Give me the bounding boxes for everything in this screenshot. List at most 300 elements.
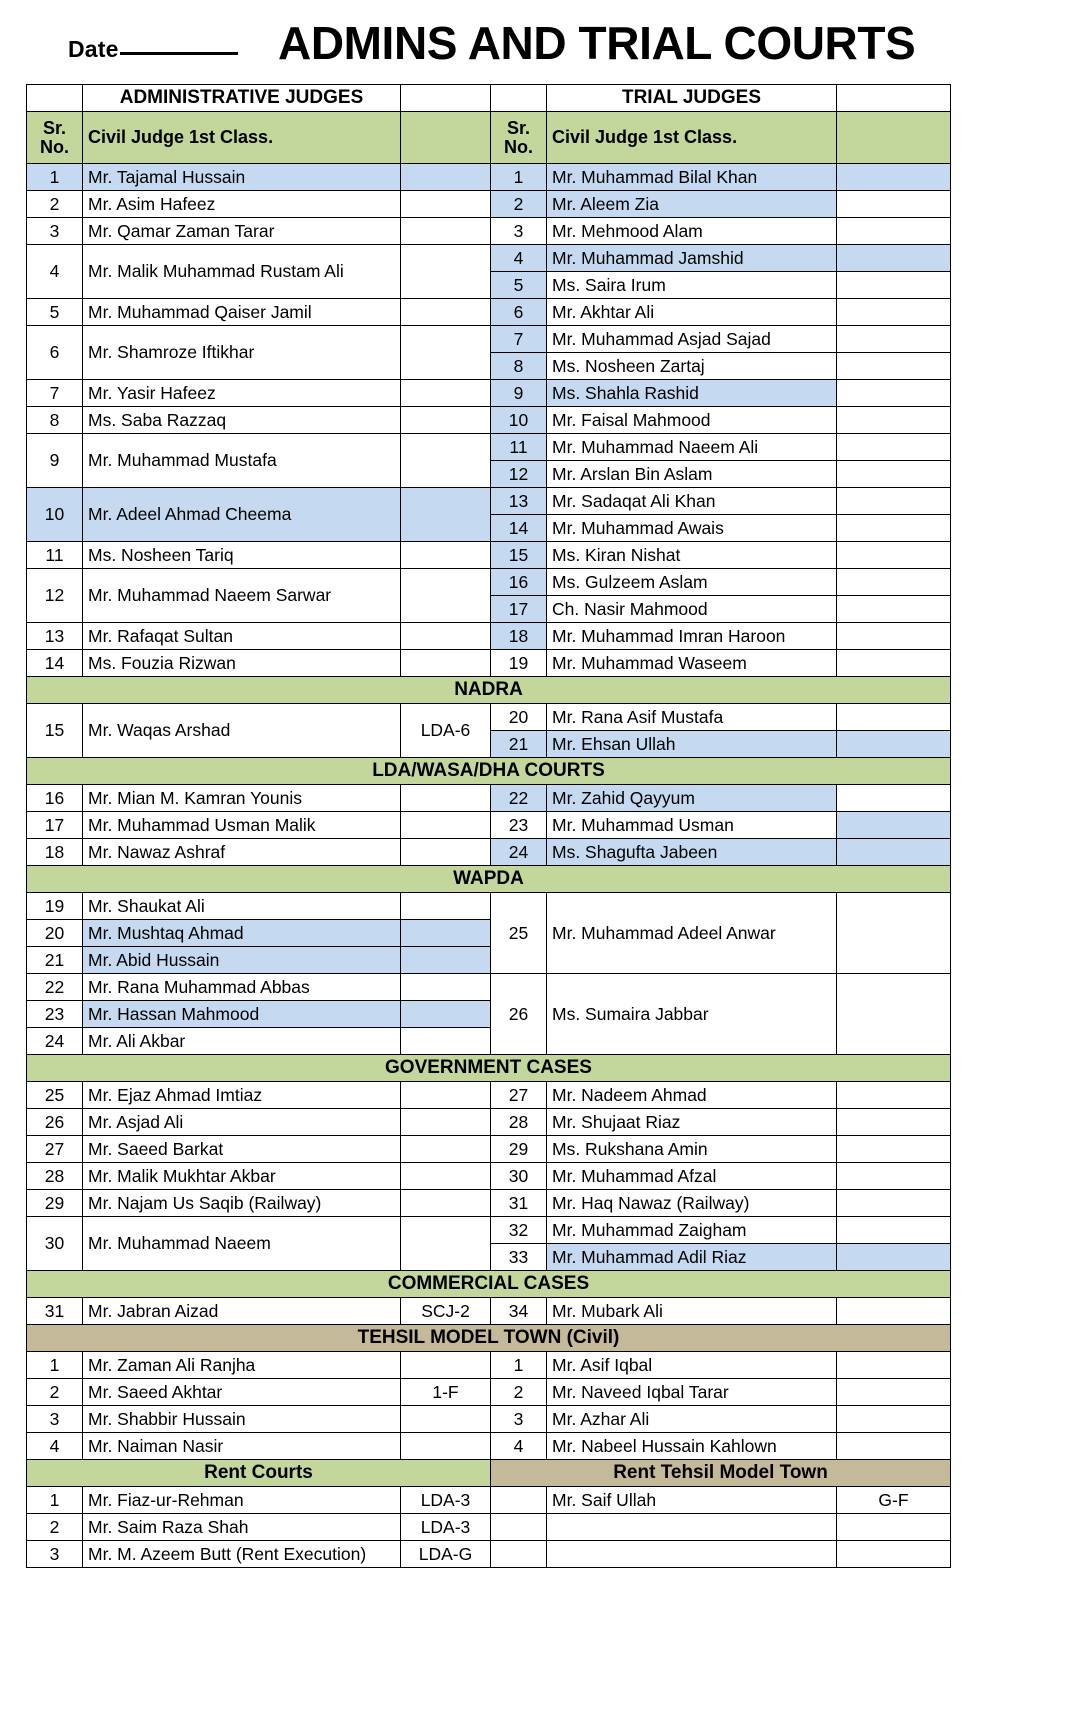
trial-name: Mr. Faisal Mahmood [547, 407, 837, 434]
admin-sr: 11 [27, 542, 83, 569]
trial-ext [837, 1163, 951, 1190]
trial-sr: 1 [491, 164, 547, 191]
date-field [68, 36, 238, 63]
admin-ext [401, 947, 491, 974]
admin-sr: 17 [27, 812, 83, 839]
table-row [27, 704, 951, 731]
admin-name: Ms. Fouzia Rizwan [83, 650, 401, 677]
trial-ext [837, 623, 951, 650]
trial-ext [837, 1190, 951, 1217]
section-band-row [27, 1055, 951, 1082]
trial-sr: 29 [491, 1136, 547, 1163]
trial-sr: 9 [491, 380, 547, 407]
trial-sr: 18 [491, 623, 547, 650]
table-row [27, 650, 951, 677]
trial-sr: 15 [491, 542, 547, 569]
admin-ext [401, 1217, 491, 1271]
trial-name: Mr. Sadaqat Ali Khan [547, 488, 837, 515]
trial-name: Ms. Shagufta Jabeen [547, 839, 837, 866]
trial-sr: 23 [491, 812, 547, 839]
trial-name: Mr. Ehsan Ullah [547, 731, 837, 758]
trial-sr: 27 [491, 1082, 547, 1109]
trial-sr-no-header [491, 112, 547, 164]
trial-ext [837, 596, 951, 623]
trial-sr: 14 [491, 515, 547, 542]
trial-name: Mr. Muhammad Naeem Ali [547, 434, 837, 461]
trial-name: Mr. Azhar Ali [547, 1406, 837, 1433]
admin-ext [401, 1163, 491, 1190]
trial-ext [837, 326, 951, 353]
trial-ext [837, 434, 951, 461]
admin-ext [401, 974, 491, 1001]
trial-name: Mr. Muhammad Afzal [547, 1163, 837, 1190]
admin-ext [401, 326, 491, 380]
admin-ext [401, 839, 491, 866]
trial-sr [491, 1487, 547, 1514]
trial-sr: 11 [491, 434, 547, 461]
trial-sr: 24 [491, 839, 547, 866]
table-row [27, 812, 951, 839]
trial-name: Mr. Muhammad Imran Haroon [547, 623, 837, 650]
table-row [27, 164, 951, 191]
trial-ext [837, 704, 951, 731]
table-row [27, 1163, 951, 1190]
table-row [27, 245, 951, 272]
admin-sr: 1 [27, 1352, 83, 1379]
admin-name: Mr. Shabbir Hussain [83, 1406, 401, 1433]
trial-ext [837, 515, 951, 542]
trial-name: Mr. Muhammad Zaigham [547, 1217, 837, 1244]
admin-sr-line2: No. [40, 136, 69, 157]
trial-ext [837, 488, 951, 515]
trial-sr: 28 [491, 1109, 547, 1136]
admin-sr: 24 [27, 1028, 83, 1055]
trial-name: Mr. Muhammad Jamshid [547, 245, 837, 272]
admin-name: Mr. Shamroze Iftikhar [83, 326, 401, 380]
trial-sr: 10 [491, 407, 547, 434]
trial-ext [837, 569, 951, 596]
trial-sr: 13 [491, 488, 547, 515]
admin-name: Mr. Rafaqat Sultan [83, 623, 401, 650]
trial-sr: 22 [491, 785, 547, 812]
table-row [27, 1541, 951, 1568]
section-band-nadra: NADRA [27, 677, 951, 704]
admin-ext [401, 1190, 491, 1217]
trial-ext [837, 1379, 951, 1406]
trial-ext [837, 974, 951, 1055]
spacer-cell-ext-right [837, 85, 951, 112]
table-row [27, 1190, 951, 1217]
section-band-row [27, 677, 951, 704]
admin-ext [401, 1082, 491, 1109]
admin-sr: 19 [27, 893, 83, 920]
trial-name: Mr. Mehmood Alam [547, 218, 837, 245]
trial-sr [491, 1541, 547, 1568]
trial-ext [837, 650, 951, 677]
admin-sr: 25 [27, 1082, 83, 1109]
admin-sr: 2 [27, 1514, 83, 1541]
admin-ext: LDA-3 [401, 1487, 491, 1514]
admin-name: Mr. Saeed Barkat [83, 1136, 401, 1163]
admin-sr: 1 [27, 164, 83, 191]
trial-ext [837, 1406, 951, 1433]
trial-sr-line1: Sr. [506, 118, 531, 139]
admin-ext-header [401, 112, 491, 164]
table-row [27, 839, 951, 866]
trial-sr: 2 [491, 1379, 547, 1406]
admin-ext [401, 1352, 491, 1379]
trial-sr: 2 [491, 191, 547, 218]
table-row [27, 1082, 951, 1109]
trial-name: Ms. Sumaira Jabbar [547, 974, 837, 1055]
table-row [27, 380, 951, 407]
admin-ext [401, 407, 491, 434]
trial-sr: 5 [491, 272, 547, 299]
trial-ext [837, 164, 951, 191]
admin-sr: 20 [27, 920, 83, 947]
admin-sr: 3 [27, 1541, 83, 1568]
trial-sr: 21 [491, 731, 547, 758]
admin-sr: 22 [27, 974, 83, 1001]
trial-sr: 17 [491, 596, 547, 623]
admin-sr: 29 [27, 1190, 83, 1217]
admin-sr: 18 [27, 839, 83, 866]
admin-name: Mr. Muhammad Qaiser Jamil [83, 299, 401, 326]
trial-name: Mr. Muhammad Usman [547, 812, 837, 839]
table-row [27, 434, 951, 461]
trial-ext [837, 1541, 951, 1568]
trial-name: Mr. Haq Nawaz (Railway) [547, 1190, 837, 1217]
admin-sr: 3 [27, 218, 83, 245]
trial-ext [837, 1136, 951, 1163]
trial-ext [837, 1244, 951, 1271]
admin-name: Mr. Muhammad Naeem [83, 1217, 401, 1271]
section-band-row [27, 1460, 951, 1487]
admin-name: Mr. Yasir Hafeez [83, 380, 401, 407]
trial-name: Mr. Aleem Zia [547, 191, 837, 218]
trial-ext [837, 461, 951, 488]
column-header-row [27, 112, 951, 164]
trial-name: Mr. Mubark Ali [547, 1298, 837, 1325]
trial-sr-line2: No. [504, 136, 533, 157]
admin-ext [401, 218, 491, 245]
trial-sr [491, 1514, 547, 1541]
trial-ext [837, 299, 951, 326]
admin-name: Mr. Mian M. Kamran Younis [83, 785, 401, 812]
admin-name: Mr. Abid Hussain [83, 947, 401, 974]
trial-sr: 19 [491, 650, 547, 677]
trial-sr: 20 [491, 704, 547, 731]
admin-name: Mr. Muhammad Mustafa [83, 434, 401, 488]
trial-name: Mr. Muhammad Bilal Khan [547, 164, 837, 191]
trial-ext [837, 272, 951, 299]
trial-ext [837, 245, 951, 272]
admin-sr: 27 [27, 1136, 83, 1163]
table-row [27, 1109, 951, 1136]
admin-ext [401, 1028, 491, 1055]
admin-sr: 21 [27, 947, 83, 974]
table-row [27, 326, 951, 353]
admin-ext [401, 650, 491, 677]
admin-sr: 2 [27, 1379, 83, 1406]
page-title: ADMINS AND TRIAL COURTS [278, 17, 916, 69]
admin-name: Mr. Tajamal Hussain [83, 164, 401, 191]
trial-ext: G-F [837, 1487, 951, 1514]
admin-sr: 9 [27, 434, 83, 488]
section-band-row [27, 1325, 951, 1352]
admin-name: Mr. Muhammad Usman Malik [83, 812, 401, 839]
table-row [27, 1379, 951, 1406]
trial-name: Mr. Naveed Iqbal Tarar [547, 1379, 837, 1406]
admin-name: Mr. Rana Muhammad Abbas [83, 974, 401, 1001]
admin-ext [401, 488, 491, 542]
table-row [27, 569, 951, 596]
trial-name: Mr. Muhammad Awais [547, 515, 837, 542]
admin-sr: 4 [27, 1433, 83, 1460]
admin-sr: 6 [27, 326, 83, 380]
trial-ext [837, 1298, 951, 1325]
trial-name: Ms. Saira Irum [547, 272, 837, 299]
admin-sr-no-header [27, 112, 83, 164]
trial-ext [837, 1109, 951, 1136]
admin-name: Mr. Mushtaq Ahmad [83, 920, 401, 947]
admin-name: Ms. Nosheen Tariq [83, 542, 401, 569]
trial-name: Mr. Muhammad Adeel Anwar [547, 893, 837, 974]
trial-ext [837, 1514, 951, 1541]
admin-sr: 31 [27, 1298, 83, 1325]
admin-name: Mr. Saeed Akhtar [83, 1379, 401, 1406]
section-band-row [27, 758, 951, 785]
trial-sr: 30 [491, 1163, 547, 1190]
admin-name: Mr. Naiman Nasir [83, 1433, 401, 1460]
admin-sr: 10 [27, 488, 83, 542]
trial-ext [837, 380, 951, 407]
trial-ext [837, 731, 951, 758]
table-row [27, 1487, 951, 1514]
admin-ext [401, 1433, 491, 1460]
admin-name: Mr. Saim Raza Shah [83, 1514, 401, 1541]
trial-sr: 12 [491, 461, 547, 488]
trial-sr: 8 [491, 353, 547, 380]
admin-ext [401, 434, 491, 488]
trial-designation-header: Civil Judge 1st Class. [547, 112, 837, 164]
table-row [27, 299, 951, 326]
date-blank-line [120, 52, 238, 55]
admin-name: Ms. Saba Razzaq [83, 407, 401, 434]
trial-sr: 26 [491, 974, 547, 1055]
admin-ext [401, 812, 491, 839]
admin-sr: 4 [27, 245, 83, 299]
admin-sr: 5 [27, 299, 83, 326]
table-row [27, 623, 951, 650]
trial-name: Mr. Nabeel Hussain Kahlown [547, 1433, 837, 1460]
trial-ext [837, 1433, 951, 1460]
admin-name: Mr. Jabran Aizad [83, 1298, 401, 1325]
trial-sr: 4 [491, 245, 547, 272]
trial-name: Mr. Muhammad Asjad Sajad [547, 326, 837, 353]
spacer-cell-right [491, 85, 547, 112]
trial-ext-header [837, 112, 951, 164]
table-row [27, 488, 951, 515]
admin-name: Mr. Ejaz Ahmad Imtiaz [83, 1082, 401, 1109]
trial-ext [837, 785, 951, 812]
admin-sr: 28 [27, 1163, 83, 1190]
trial-judges-group-header: TRIAL JUDGES [547, 85, 837, 112]
admin-name: Mr. Ali Akbar [83, 1028, 401, 1055]
admin-sr: 26 [27, 1109, 83, 1136]
admin-ext [401, 1136, 491, 1163]
admin-name: Mr. Shaukat Ali [83, 893, 401, 920]
table-row [27, 974, 951, 1001]
trial-name: Mr. Akhtar Ali [547, 299, 837, 326]
section-band-tehsil: TEHSIL MODEL TOWN (Civil) [27, 1325, 951, 1352]
trial-name: Ms. Rukshana Amin [547, 1136, 837, 1163]
section-band-row [27, 1271, 951, 1298]
trial-ext [837, 893, 951, 974]
admin-sr: 1 [27, 1487, 83, 1514]
table-row [27, 542, 951, 569]
table-row [27, 191, 951, 218]
trial-name: Ms. Kiran Nishat [547, 542, 837, 569]
judges-roster-table [26, 84, 951, 1568]
section-band-wapda: WAPDA [27, 866, 951, 893]
trial-sr: 25 [491, 893, 547, 974]
trial-name: Ms. Shahla Rashid [547, 380, 837, 407]
trial-name: Mr. Saif Ullah [547, 1487, 837, 1514]
admin-ext [401, 1001, 491, 1028]
admin-sr: 23 [27, 1001, 83, 1028]
admin-name: Mr. Asim Hafeez [83, 191, 401, 218]
trial-ext [837, 812, 951, 839]
admin-name: Mr. Zaman Ali Ranjha [83, 1352, 401, 1379]
admin-sr: 3 [27, 1406, 83, 1433]
admin-ext [401, 245, 491, 299]
admin-sr: 12 [27, 569, 83, 623]
admin-ext [401, 191, 491, 218]
trial-sr: 31 [491, 1190, 547, 1217]
trial-ext [837, 1082, 951, 1109]
admin-sr: 14 [27, 650, 83, 677]
trial-ext [837, 218, 951, 245]
admin-ext: 1-F [401, 1379, 491, 1406]
admin-name: Mr. Najam Us Saqib (Railway) [83, 1190, 401, 1217]
table-row [27, 893, 951, 920]
admin-sr-line1: Sr. [42, 118, 67, 139]
admin-ext [401, 569, 491, 623]
trial-name: Ms. Gulzeem Aslam [547, 569, 837, 596]
admin-ext [401, 380, 491, 407]
admin-sr: 13 [27, 623, 83, 650]
trial-name: Mr. Muhammad Waseem [547, 650, 837, 677]
admin-sr: 7 [27, 380, 83, 407]
trial-sr: 34 [491, 1298, 547, 1325]
table-row [27, 1298, 951, 1325]
admin-designation-header: Civil Judge 1st Class. [83, 112, 401, 164]
trial-ext [837, 839, 951, 866]
trial-ext [837, 191, 951, 218]
admin-ext [401, 623, 491, 650]
table-row [27, 1514, 951, 1541]
table-row [27, 1217, 951, 1244]
section-band-rent-courts: Rent Courts [27, 1460, 491, 1487]
admin-sr: 16 [27, 785, 83, 812]
admin-ext: LDA-3 [401, 1514, 491, 1541]
trial-name: Mr. Rana Asif Mustafa [547, 704, 837, 731]
trial-ext [837, 353, 951, 380]
section-band-lda: LDA/WASA/DHA COURTS [27, 758, 951, 785]
trial-name: Mr. Muhammad Adil Riaz [547, 1244, 837, 1271]
spacer-cell-left [27, 85, 83, 112]
admin-ext [401, 1406, 491, 1433]
admin-sr: 8 [27, 407, 83, 434]
date-label: Date [68, 36, 119, 62]
trial-name [547, 1541, 837, 1568]
table-row [27, 1352, 951, 1379]
admin-judges-group-header: ADMINISTRATIVE JUDGES [83, 85, 401, 112]
spacer-cell-ext-left [401, 85, 491, 112]
section-band-row [27, 866, 951, 893]
trial-sr: 33 [491, 1244, 547, 1271]
table-row [27, 1136, 951, 1163]
trial-sr: 16 [491, 569, 547, 596]
admin-ext [401, 785, 491, 812]
trial-name: Mr. Nadeem Ahmad [547, 1082, 837, 1109]
trial-name: Ch. Nasir Mahmood [547, 596, 837, 623]
admin-name: Mr. Hassan Mahmood [83, 1001, 401, 1028]
admin-ext: SCJ-2 [401, 1298, 491, 1325]
section-band-government: GOVERNMENT CASES [27, 1055, 951, 1082]
document-header [0, 0, 1080, 80]
trial-sr: 32 [491, 1217, 547, 1244]
admin-ext: LDA-G [401, 1541, 491, 1568]
admin-name: Mr. Muhammad Naeem Sarwar [83, 569, 401, 623]
trial-ext [837, 542, 951, 569]
trial-name: Mr. Shujaat Riaz [547, 1109, 837, 1136]
admin-name: Mr. Malik Mukhtar Akbar [83, 1163, 401, 1190]
table-row [27, 218, 951, 245]
section-band-rent-tehsil: Rent Tehsil Model Town [491, 1460, 951, 1487]
admin-sr: 15 [27, 704, 83, 758]
admin-ext: LDA-6 [401, 704, 491, 758]
admin-name: Mr. Waqas Arshad [83, 704, 401, 758]
admin-name: Mr. Nawaz Ashraf [83, 839, 401, 866]
admin-sr: 2 [27, 191, 83, 218]
trial-name: Mr. Asif Iqbal [547, 1352, 837, 1379]
admin-ext [401, 542, 491, 569]
admin-name: Mr. Qamar Zaman Tarar [83, 218, 401, 245]
trial-ext [837, 1352, 951, 1379]
admin-ext [401, 164, 491, 191]
trial-ext [837, 1217, 951, 1244]
table-row [27, 1406, 951, 1433]
trial-sr: 1 [491, 1352, 547, 1379]
table-row [27, 785, 951, 812]
trial-sr: 3 [491, 1406, 547, 1433]
admin-name: Mr. Fiaz-ur-Rehman [83, 1487, 401, 1514]
admin-ext [401, 1109, 491, 1136]
admin-ext [401, 920, 491, 947]
admin-name: Mr. Adeel Ahmad Cheema [83, 488, 401, 542]
trial-sr: 6 [491, 299, 547, 326]
trial-name: Mr. Arslan Bin Aslam [547, 461, 837, 488]
trial-name [547, 1514, 837, 1541]
trial-name: Ms. Nosheen Zartaj [547, 353, 837, 380]
trial-sr: 4 [491, 1433, 547, 1460]
admin-name: Mr. M. Azeem Butt (Rent Execution) [83, 1541, 401, 1568]
admin-ext [401, 299, 491, 326]
admin-name: Mr. Malik Muhammad Rustam Ali [83, 245, 401, 299]
admin-sr: 30 [27, 1217, 83, 1271]
